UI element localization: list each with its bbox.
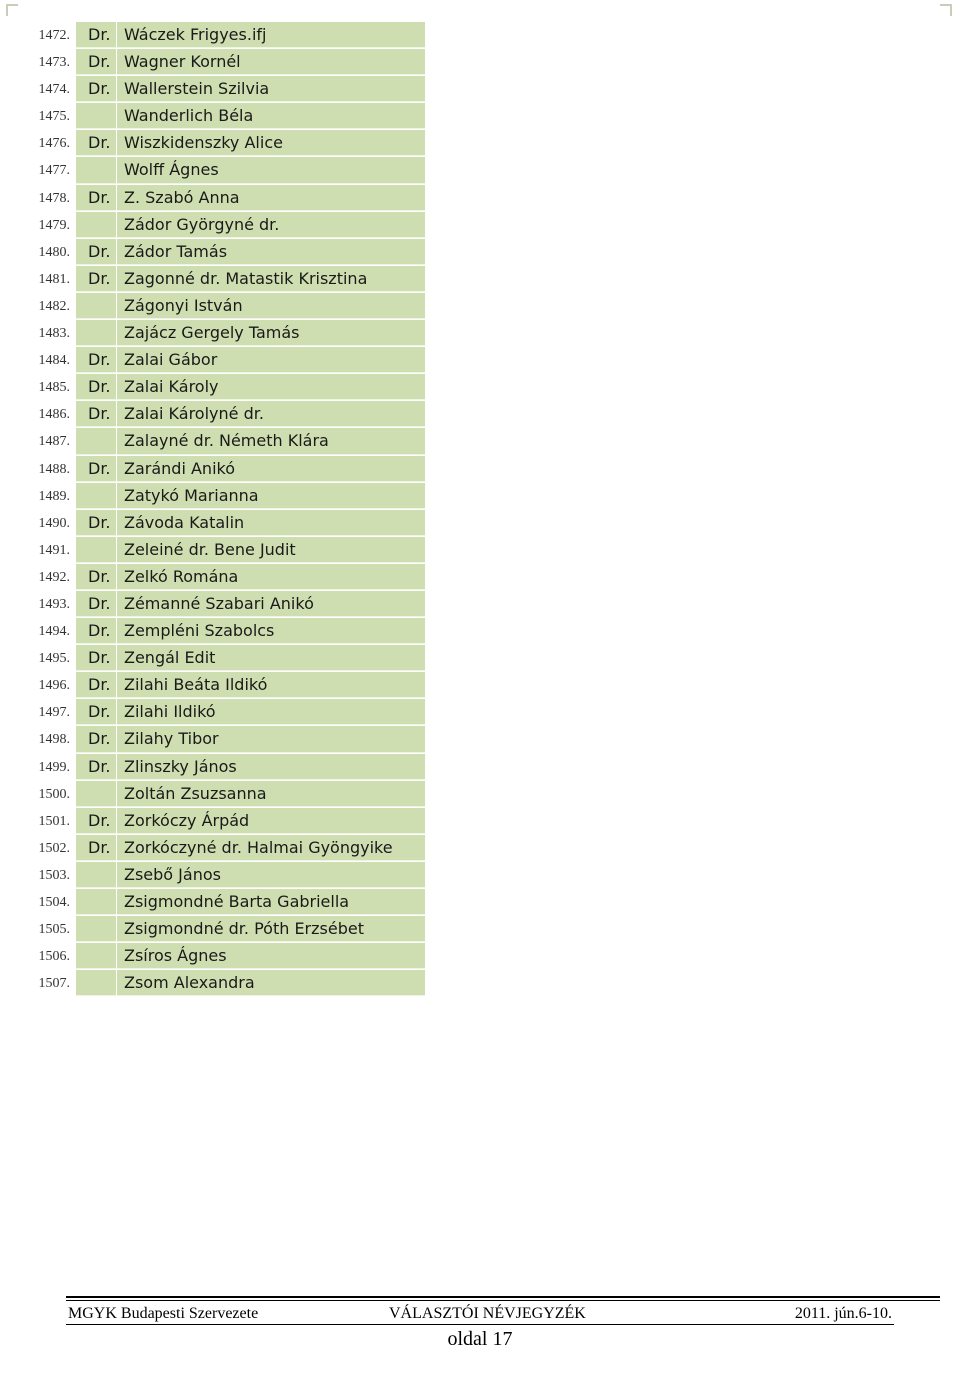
entry-name: Wáczek Frigyes.ifj	[117, 22, 425, 48]
entry-number: 1473.	[38, 55, 70, 71]
roster-row	[0, 781, 960, 808]
entry-title	[76, 428, 116, 454]
entry-number: 1501.	[38, 813, 70, 829]
footer-rule-thin	[66, 1300, 940, 1301]
entry-name: Zilahi Ildikó	[117, 699, 425, 725]
entry-number: 1486.	[38, 407, 70, 423]
roster-row	[0, 185, 960, 212]
entry-number: 1485.	[38, 380, 70, 396]
entry-number: 1507.	[38, 976, 70, 992]
entry-title: Dr.	[76, 401, 116, 427]
entry-number: 1479.	[38, 217, 70, 233]
entry-title: Dr.	[76, 645, 116, 671]
roster-row	[0, 862, 960, 889]
entry-number: 1491.	[38, 542, 70, 558]
entry-title: Dr.	[76, 374, 116, 400]
entry-number: 1484.	[38, 353, 70, 369]
entry-number: 1472.	[38, 28, 70, 43]
roster-row	[0, 726, 960, 753]
entry-name: Zempléni Szabolcs	[117, 618, 425, 644]
entry-name: Zilahi Beáta Ildikó	[117, 672, 425, 698]
entry-number: 1502.	[38, 840, 70, 856]
entry-title	[76, 483, 116, 509]
entry-title: Dr.	[76, 591, 116, 617]
roster-row	[0, 645, 960, 672]
entry-name: Zalai Károly	[117, 374, 425, 400]
roster-row	[0, 943, 960, 970]
entry-number: 1495.	[38, 651, 70, 667]
entry-title	[76, 916, 116, 942]
entry-name: Zoltán Zsuzsanna	[117, 781, 425, 807]
entry-title	[76, 320, 116, 346]
entry-name: Zsigmondné dr. Póth Erzsébet	[117, 916, 425, 942]
roster-row	[0, 672, 960, 699]
roster-row	[0, 103, 960, 130]
entry-title: Dr.	[76, 618, 116, 644]
roster-row	[0, 970, 960, 997]
entry-title	[76, 943, 116, 969]
footer-document-title: VÁLASZTÓI NÉVJEGYZÉK	[389, 1305, 586, 1322]
footer-date: 2011. jún.6-10.	[794, 1305, 892, 1322]
entry-title: Dr.	[76, 185, 116, 211]
entry-number: 1504.	[38, 895, 70, 910]
roster-row	[0, 266, 960, 293]
roster-row	[0, 754, 960, 781]
entry-number: 1496.	[38, 678, 70, 694]
entry-title: Dr.	[76, 835, 116, 861]
entry-title	[76, 157, 116, 183]
entry-number: 1493.	[38, 596, 70, 612]
entry-title: Dr.	[76, 266, 116, 292]
roster-row	[0, 808, 960, 835]
entry-name: Zádor Tamás	[117, 239, 425, 265]
roster-row	[0, 483, 960, 510]
entry-name: Zorkóczy Árpád	[117, 808, 425, 834]
entry-title: Dr.	[76, 49, 116, 75]
entry-title: Dr.	[76, 564, 116, 590]
roster-row	[0, 564, 960, 591]
entry-title	[76, 970, 116, 996]
entry-name: Zeleiné dr. Bene Judit	[117, 537, 425, 563]
entry-number: 1481.	[38, 271, 70, 287]
entry-number: 1494.	[38, 624, 70, 640]
entry-name: Zsebő János	[117, 862, 425, 888]
roster-row	[0, 510, 960, 537]
entry-title	[76, 781, 116, 807]
entry-number: 1490.	[38, 515, 70, 531]
entry-number: 1500.	[38, 786, 70, 802]
entry-title	[76, 103, 116, 129]
entry-number: 1482.	[38, 298, 70, 314]
roster-row	[0, 374, 960, 401]
footer-organization: MGYK Budapesti Szervezete	[68, 1305, 259, 1322]
roster-row	[0, 835, 960, 862]
entry-name: Wiszkidenszky Alice	[117, 130, 425, 156]
entry-number: 1506.	[38, 949, 70, 965]
entry-name: Zsigmondné Barta Gabriella	[117, 889, 425, 915]
entry-title: Dr.	[76, 130, 116, 156]
roster-row	[0, 293, 960, 320]
entry-name: Zengál Edit	[117, 645, 425, 671]
entry-title: Dr.	[76, 808, 116, 834]
entry-number: 1475.	[38, 109, 70, 125]
entry-number: 1480.	[38, 244, 70, 260]
entry-number: 1476.	[38, 136, 70, 152]
roster-row	[0, 157, 960, 184]
entry-name: Zilahy Tibor	[117, 726, 425, 752]
entry-number: 1505.	[38, 922, 70, 938]
entry-title: Dr.	[76, 754, 116, 780]
entry-number: 1477.	[38, 163, 70, 179]
roster-row	[0, 130, 960, 157]
roster-row	[0, 239, 960, 266]
voter-roster	[0, 22, 960, 997]
roster-row	[0, 889, 960, 916]
roster-row	[0, 401, 960, 428]
corner-top-left	[6, 4, 18, 16]
entry-number: 1487.	[38, 434, 70, 450]
corner-top-right	[940, 4, 952, 16]
entry-title: Dr.	[76, 22, 116, 48]
roster-row	[0, 76, 960, 103]
entry-name: Zádor Györgyné dr.	[117, 212, 425, 238]
entry-name: Wolff Ágnes	[117, 157, 425, 183]
entry-name: Zsom Alexandra	[117, 970, 425, 996]
entry-name: Wagner Kornél	[117, 49, 425, 75]
entry-name: Z. Szabó Anna	[117, 185, 425, 211]
footer	[66, 1304, 894, 1325]
entry-name: Zajácz Gergely Tamás	[117, 320, 425, 346]
roster-row	[0, 456, 960, 483]
entry-title: Dr.	[76, 672, 116, 698]
entry-title: Dr.	[76, 510, 116, 536]
entry-name: Zalayné dr. Németh Klára	[117, 428, 425, 454]
entry-title	[76, 293, 116, 319]
entry-name: Zelkó Romána	[117, 564, 425, 590]
entry-title: Dr.	[76, 699, 116, 725]
entry-name: Zalai Gábor	[117, 347, 425, 373]
entry-name: Wanderlich Béla	[117, 103, 425, 129]
entry-title: Dr.	[76, 456, 116, 482]
entry-number: 1489.	[38, 488, 70, 504]
entry-title	[76, 889, 116, 915]
roster-row	[0, 618, 960, 645]
entry-name: Zalai Károlyné dr.	[117, 401, 425, 427]
entry-name: Zágonyi István	[117, 293, 425, 319]
roster-row	[0, 428, 960, 455]
entry-number: 1478.	[38, 190, 70, 206]
entry-number: 1488.	[38, 461, 70, 477]
entry-number: 1492.	[38, 569, 70, 585]
entry-name: Zlinszky János	[117, 754, 425, 780]
footer-rule	[66, 1296, 940, 1298]
entry-title	[76, 862, 116, 888]
roster-row	[0, 320, 960, 347]
entry-name: Zsíros Ágnes	[117, 943, 425, 969]
entry-title: Dr.	[76, 347, 116, 373]
entry-name: Wallerstein Szilvia	[117, 76, 425, 102]
entry-title: Dr.	[76, 76, 116, 102]
entry-name: Zémanné Szabari Anikó	[117, 591, 425, 617]
entry-name: Závoda Katalin	[117, 510, 425, 536]
entry-name: Zarándi Anikó	[117, 456, 425, 482]
roster-row	[0, 699, 960, 726]
roster-row	[0, 22, 960, 49]
entry-title: Dr.	[76, 726, 116, 752]
entry-title	[76, 537, 116, 563]
entry-name: Zagonné dr. Matastik Krisztina	[117, 266, 425, 292]
entry-name: Zatykó Marianna	[117, 483, 425, 509]
entry-number: 1499.	[38, 759, 70, 775]
roster-row	[0, 347, 960, 374]
entry-number: 1497.	[38, 705, 70, 721]
roster-row	[0, 537, 960, 564]
entry-title	[76, 212, 116, 238]
roster-row	[0, 212, 960, 239]
roster-row	[0, 591, 960, 618]
page-number: oldal 17	[447, 1328, 513, 1350]
entry-title: Dr.	[76, 239, 116, 265]
entry-number: 1474.	[38, 82, 70, 98]
roster-row	[0, 916, 960, 943]
entry-number: 1503.	[38, 867, 70, 883]
entry-number: 1498.	[38, 732, 70, 748]
roster-row	[0, 49, 960, 76]
entry-name: Zorkóczyné dr. Halmai Gyöngyike	[117, 835, 425, 861]
entry-number: 1483.	[38, 326, 70, 342]
